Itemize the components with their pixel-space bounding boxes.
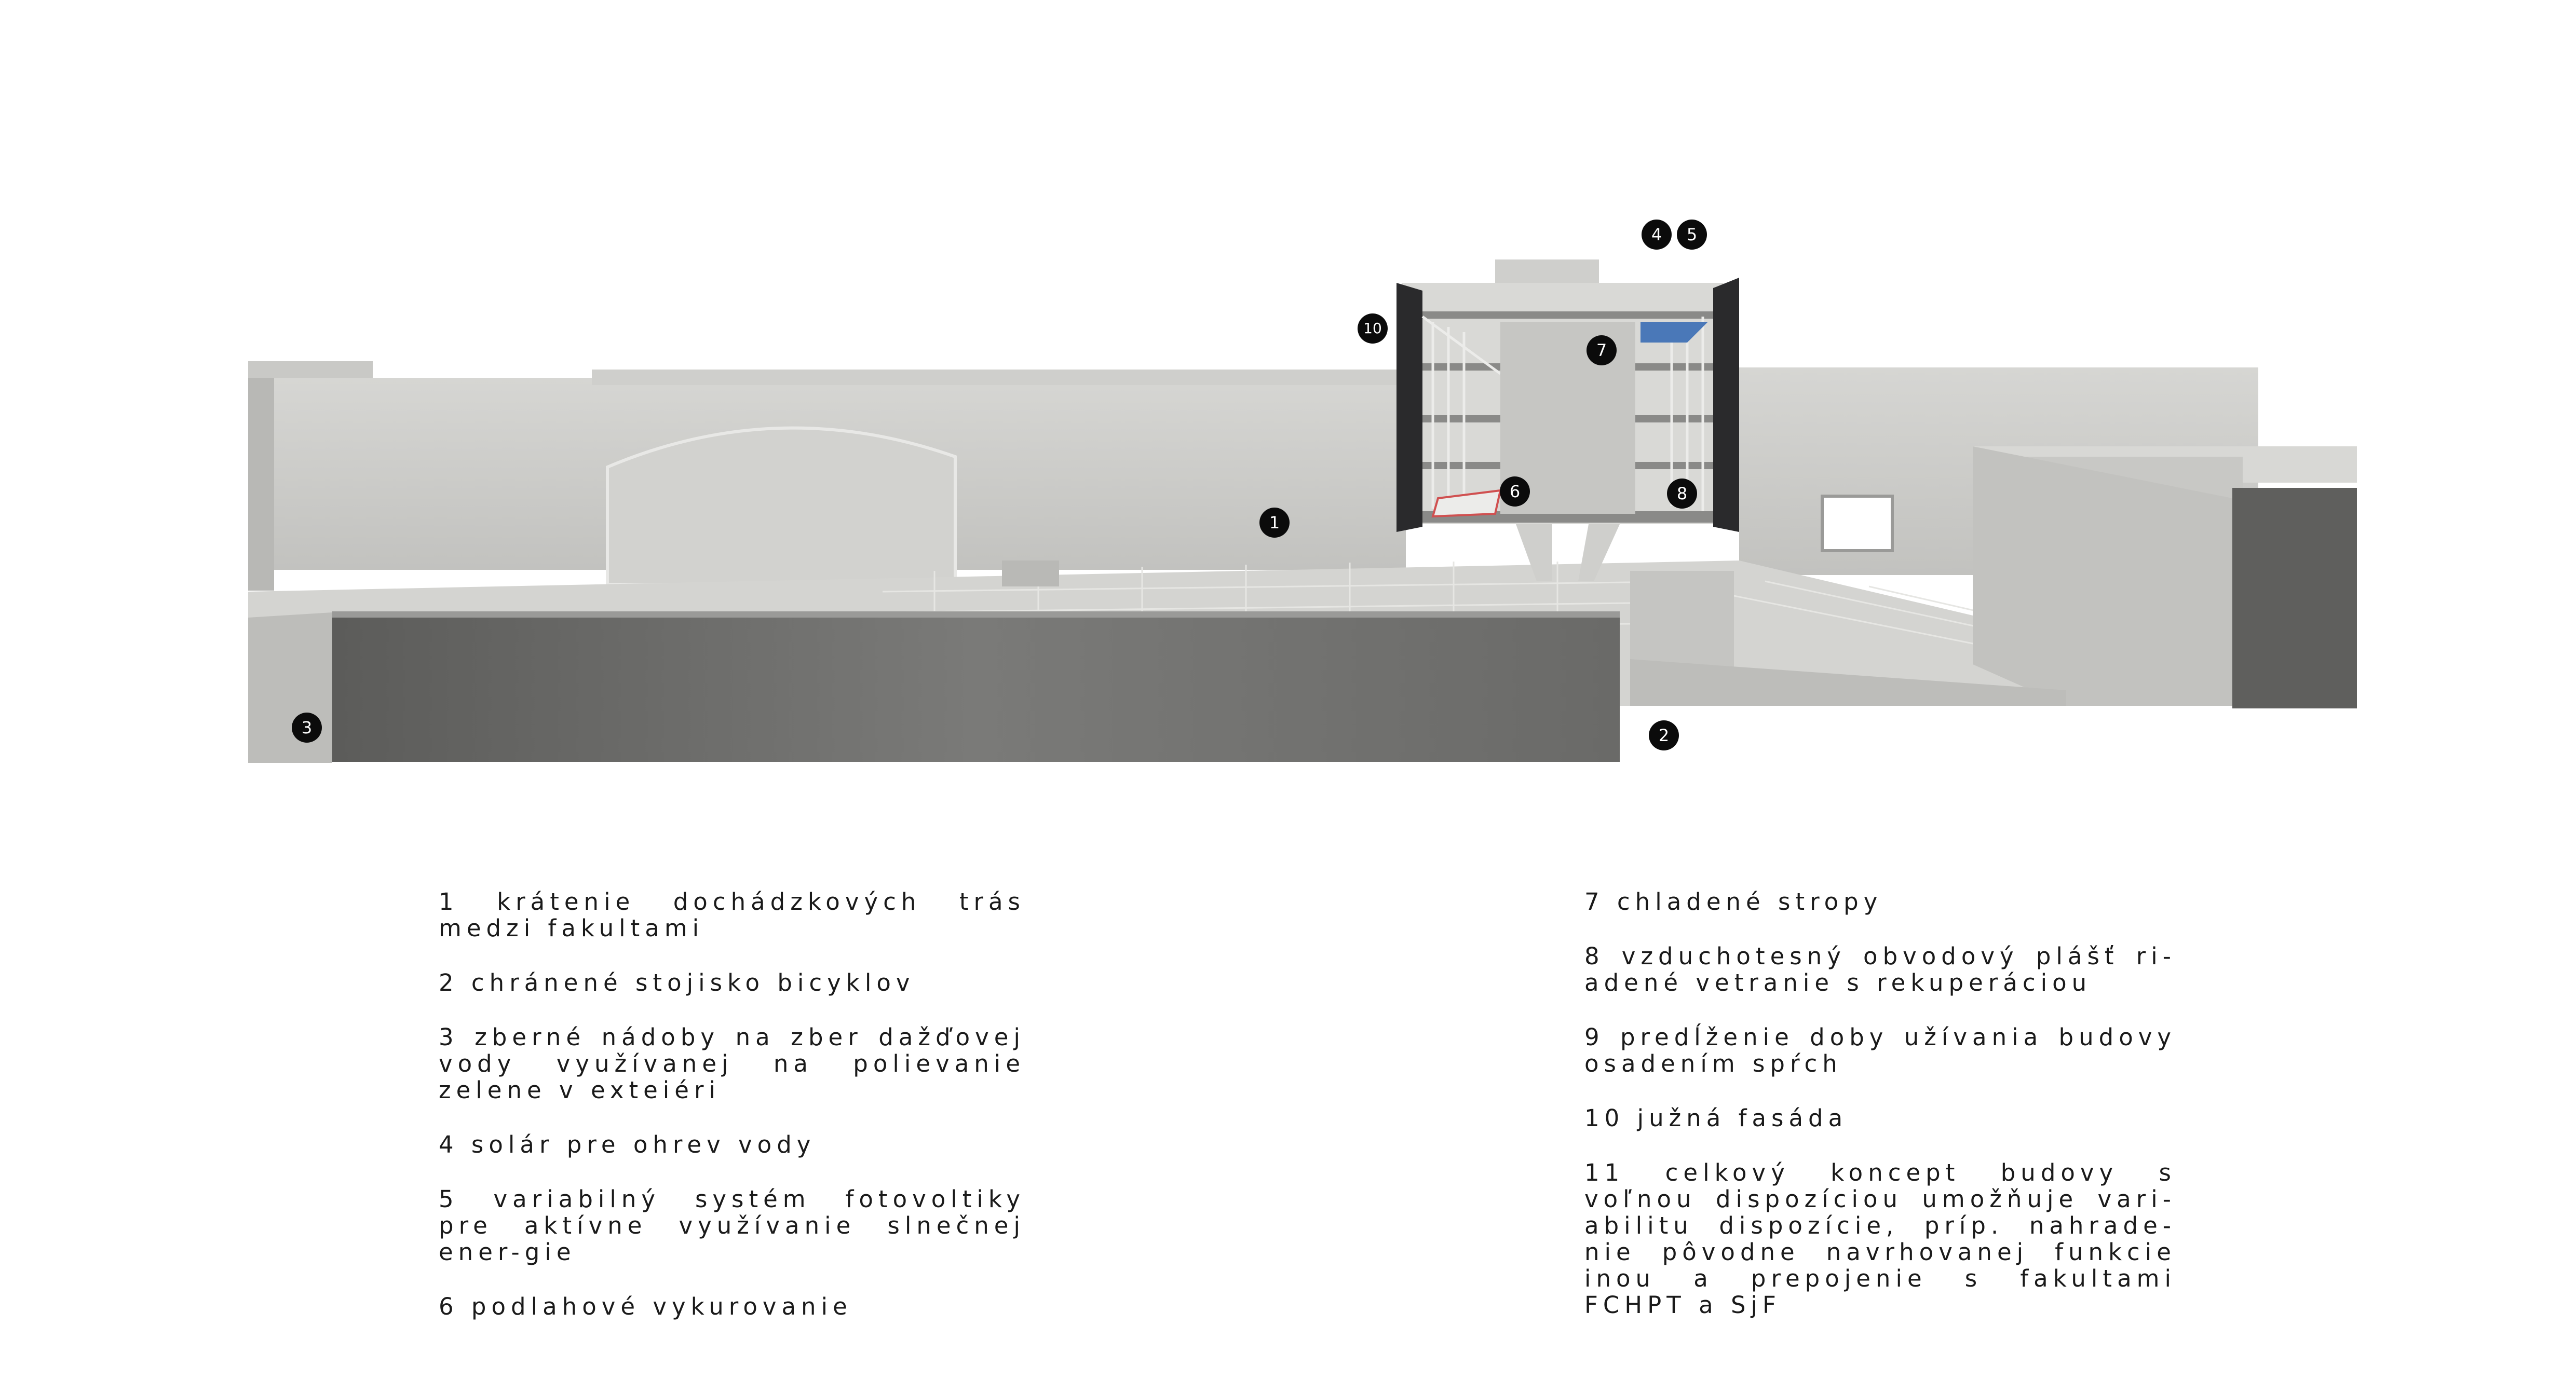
legend-item-4: 4 solár pre ohrev vody [439, 1131, 816, 1158]
marker-10: 10 [1358, 313, 1388, 344]
legend-left [439, 889, 1025, 1348]
legend-item-9: 9 predĺženie doby užívania budovy osadením spŕch [1584, 1023, 2176, 1077]
legend-right [1584, 889, 2176, 1346]
legend-item-10: 10 južná fasáda [1584, 1104, 1848, 1132]
marker-2: 2 [1649, 720, 1679, 750]
legend-item-1: 1 krátenie dochádzkových trás medzi fakultami [439, 888, 1025, 942]
legend-item-7: 7 chladené stropy [1584, 888, 1883, 915]
legend-item-11: 11 celkový koncept budovy s voľnou dispozíciou umožňuje vari-abilitu dispozície, príp. nahrade-nie pôvodne navrhovanej funkcie inou a prepojenie s fakultami FCHPT a SjF [1584, 1159, 2176, 1319]
legend-item-6: 6 podlahové vykurovanie [439, 1293, 852, 1320]
marker-8: 8 [1667, 479, 1697, 509]
marker-4: 4 [1642, 220, 1672, 250]
marker-3: 3 [292, 713, 322, 743]
marker-5: 5 [1677, 220, 1707, 250]
front-slab [248, 611, 1620, 763]
building-section [1397, 259, 1739, 581]
legend-item-3: 3 zberné nádoby na zber dažďovej vody využívanej na polievanie zelene v exteiéri [439, 1023, 1025, 1104]
marker-6: 6 [1500, 476, 1530, 507]
legend-item-2: 2 chránené stojisko bicyklov [439, 969, 915, 996]
legend-item-5: 5 variabilný systém fotovoltiky pre aktívne využívanie slnečnej ener-gie [439, 1185, 1025, 1266]
marker-7: 7 [1587, 335, 1617, 365]
arch [607, 428, 955, 584]
marker-1: 1 [1259, 508, 1290, 538]
legend-item-8: 8 vzduchotesný obvodový plášť ri-adené vetranie s rekuperáciou [1584, 942, 2176, 996]
